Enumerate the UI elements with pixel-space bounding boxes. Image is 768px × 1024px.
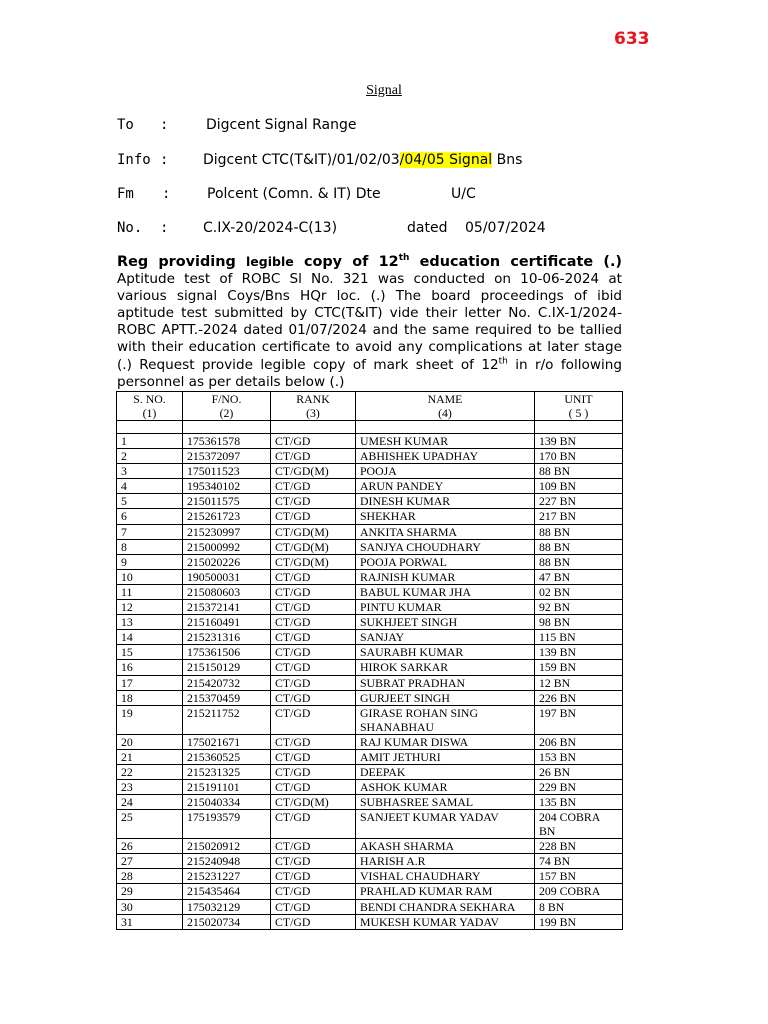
table-row xyxy=(117,869,623,884)
table-row xyxy=(117,779,623,794)
force-number-cell: 175361578 xyxy=(183,434,271,449)
spacer-cell xyxy=(183,421,271,434)
rank-cell: CT/GD xyxy=(271,690,356,705)
table-row xyxy=(117,839,623,854)
table-row xyxy=(117,569,623,584)
unit-cell: 88 BN xyxy=(535,524,623,539)
table-row xyxy=(117,764,623,779)
to-label: To xyxy=(117,117,134,133)
unit-cell: 139 BN xyxy=(535,645,623,660)
serial-cell: 22 xyxy=(117,764,183,779)
rank-cell: CT/GD xyxy=(271,764,356,779)
force-number-cell: 215420732 xyxy=(183,675,271,690)
serial-cell: 8 xyxy=(117,539,183,554)
serial-cell: 12 xyxy=(117,600,183,615)
force-number-cell: 215231325 xyxy=(183,764,271,779)
unit-cell: 139 BN xyxy=(535,434,623,449)
unit-cell: 115 BN xyxy=(535,630,623,645)
no-value: C.IX-20/2024-C(13) xyxy=(203,220,338,236)
unit-cell: 229 BN xyxy=(535,779,623,794)
rank-cell: CT/GD xyxy=(271,705,356,734)
force-number-cell: 215261723 xyxy=(183,509,271,524)
force-number-cell: 175193579 xyxy=(183,810,271,839)
column-header-label: RANK xyxy=(296,392,330,406)
column-header-number: (2) xyxy=(219,406,234,420)
table-body xyxy=(117,434,623,930)
force-number-cell: 175361506 xyxy=(183,645,271,660)
force-number-cell: 175011523 xyxy=(183,464,271,479)
name-cell: POOJA PORWAL xyxy=(356,554,535,569)
column-header-number: (3) xyxy=(306,406,320,420)
serial-cell: 11 xyxy=(117,584,183,599)
unit-cell: 74 BN xyxy=(535,854,623,869)
force-number-cell: 175032129 xyxy=(183,899,271,914)
name-cell: HIROK SARKAR xyxy=(356,660,535,675)
spacer-cell xyxy=(535,421,623,434)
name-cell: HARISH A.R xyxy=(356,854,535,869)
name-cell: AMIT JETHURI xyxy=(356,749,535,764)
name-cell: PINTU KUMAR xyxy=(356,600,535,615)
name-cell: GIRASE ROHAN SING SHANABHAU xyxy=(356,705,535,734)
serial-cell: 5 xyxy=(117,494,183,509)
serial-cell: 2 xyxy=(117,449,183,464)
body-paragraph xyxy=(117,253,622,391)
serial-cell: 29 xyxy=(117,884,183,899)
spacer-cell xyxy=(271,421,356,434)
force-number-cell: 215020734 xyxy=(183,914,271,929)
force-number-cell: 215230997 xyxy=(183,524,271,539)
rank-cell: CT/GD xyxy=(271,584,356,599)
unit-cell: 199 BN xyxy=(535,914,623,929)
table-row xyxy=(117,509,623,524)
table-row xyxy=(117,449,623,464)
force-number-cell: 195340102 xyxy=(183,479,271,494)
table-row xyxy=(117,914,623,929)
name-cell: ARUN PANDEY xyxy=(356,479,535,494)
name-cell: RAJNISH KUMAR xyxy=(356,569,535,584)
column-header-label: F/NO. xyxy=(211,392,242,406)
force-number-cell: 215372097 xyxy=(183,449,271,464)
rank-cell: CT/GD(M) xyxy=(271,795,356,810)
table-row xyxy=(117,524,623,539)
force-number-cell: 215020912 xyxy=(183,839,271,854)
serial-cell: 23 xyxy=(117,779,183,794)
fm-colon: : xyxy=(162,186,171,202)
subject-sup: th xyxy=(398,253,410,264)
serial-cell: 19 xyxy=(117,705,183,734)
unit-cell: 226 BN xyxy=(535,690,623,705)
to-value: Digcent Signal Range xyxy=(206,117,357,133)
force-number-cell: 215040334 xyxy=(183,795,271,810)
rank-cell: CT/GD xyxy=(271,779,356,794)
table-row xyxy=(117,630,623,645)
personnel-table xyxy=(116,391,623,930)
to-colon: : xyxy=(160,117,169,133)
info-colon: : xyxy=(160,152,169,168)
column-header-label: NAME xyxy=(427,392,463,406)
force-number-cell: 215435464 xyxy=(183,884,271,899)
name-cell: BABUL KUMAR JHA xyxy=(356,584,535,599)
no-colon: : xyxy=(160,220,169,236)
serial-cell: 31 xyxy=(117,914,183,929)
force-number-cell: 215211752 xyxy=(183,705,271,734)
unit-cell: 88 BN xyxy=(535,554,623,569)
name-cell: SANJYA CHOUDHARY xyxy=(356,539,535,554)
force-number-cell: 215240948 xyxy=(183,854,271,869)
serial-cell: 30 xyxy=(117,899,183,914)
force-number-cell: 215360525 xyxy=(183,749,271,764)
no-label: No. xyxy=(117,220,143,236)
name-cell: SANJEET KUMAR YADAV xyxy=(356,810,535,839)
rank-cell: CT/GD xyxy=(271,569,356,584)
table-row xyxy=(117,810,623,839)
force-number-cell: 215011575 xyxy=(183,494,271,509)
rank-cell: CT/GD xyxy=(271,734,356,749)
body-text: Aptitude test of ROBC Sl No. 321 was conducted on 10-06-2024 at various signal Coys/Bns HQr loc. (.) The board proceedings of ibid aptitude test submitted by CTC(T&IT) vide their letter No. C.IX-1/2024-ROBC APTT.-2024 dated 01/07/2024 and the same required to be tallied with their education certificate to avoid any complications at later stage (.) Request provide legible copy of mark sheet of 12 xyxy=(117,271,622,373)
rank-cell: CT/GD xyxy=(271,479,356,494)
table-row xyxy=(117,600,623,615)
name-cell: AKASH SHARMA xyxy=(356,839,535,854)
name-cell: SANJAY xyxy=(356,630,535,645)
unit-cell: 206 BN xyxy=(535,734,623,749)
column-header-number: (1) xyxy=(142,406,157,420)
unit-cell: 170 BN xyxy=(535,449,623,464)
table-row xyxy=(117,795,623,810)
table-row xyxy=(117,749,623,764)
table-row xyxy=(117,854,623,869)
letter-date: 05/07/2024 xyxy=(465,220,546,236)
serial-cell: 16 xyxy=(117,660,183,675)
rank-cell: CT/GD xyxy=(271,914,356,929)
serial-cell: 3 xyxy=(117,464,183,479)
serial-cell: 25 xyxy=(117,810,183,839)
serial-cell: 21 xyxy=(117,749,183,764)
unit-cell: 217 BN xyxy=(535,509,623,524)
table-row xyxy=(117,645,623,660)
table-row xyxy=(117,539,623,554)
rank-cell: CT/GD xyxy=(271,600,356,615)
subject-line xyxy=(117,254,622,270)
force-number-cell: 215160491 xyxy=(183,615,271,630)
subject-part: education certificate (.) xyxy=(409,254,622,270)
unit-cell: 135 BN xyxy=(535,795,623,810)
serial-cell: 7 xyxy=(117,524,183,539)
table-row xyxy=(117,690,623,705)
unit-cell: 197 BN xyxy=(535,705,623,734)
serial-cell: 13 xyxy=(117,615,183,630)
name-cell: UMESH KUMAR xyxy=(356,434,535,449)
table-row xyxy=(117,705,623,734)
serial-cell: 17 xyxy=(117,675,183,690)
rank-cell: CT/GD xyxy=(271,645,356,660)
force-number-cell: 215370459 xyxy=(183,690,271,705)
serial-cell: 24 xyxy=(117,795,183,810)
name-cell: PRAHLAD KUMAR RAM xyxy=(356,884,535,899)
force-number-cell: 215020226 xyxy=(183,554,271,569)
unit-cell: 8 BN xyxy=(535,899,623,914)
title-text: Signal xyxy=(366,83,402,98)
serial-cell: 28 xyxy=(117,869,183,884)
serial-cell: 18 xyxy=(117,690,183,705)
rank-cell: CT/GD xyxy=(271,810,356,839)
table-header-row xyxy=(117,392,623,421)
force-number-cell: 215000992 xyxy=(183,539,271,554)
unit-cell: 02 BN xyxy=(535,584,623,599)
rank-cell: CT/GD xyxy=(271,434,356,449)
serial-cell: 26 xyxy=(117,839,183,854)
rank-cell: CT/GD xyxy=(271,854,356,869)
subject-part: Reg providing xyxy=(117,254,246,270)
rank-cell: CT/GD(M) xyxy=(271,524,356,539)
fm-value: Polcent (Comn. & IT) Dte xyxy=(207,186,381,202)
unit-cell: 153 BN xyxy=(535,749,623,764)
info-value-highlight: /04/05 Signal xyxy=(399,152,493,168)
rank-cell: CT/GD xyxy=(271,630,356,645)
document-title xyxy=(0,83,768,99)
rank-cell: CT/GD xyxy=(271,749,356,764)
spacer-cell xyxy=(356,421,535,434)
serial-cell: 9 xyxy=(117,554,183,569)
name-cell: MUKESH KUMAR YADAV xyxy=(356,914,535,929)
unit-cell: 98 BN xyxy=(535,615,623,630)
name-cell: GURJEET SINGH xyxy=(356,690,535,705)
info-value-a: Digcent CTC(T&IT)/01/02/03 xyxy=(203,152,400,168)
rank-cell: CT/GD xyxy=(271,509,356,524)
page-number: 633 xyxy=(614,29,650,49)
unit-cell: 204 COBRA BN xyxy=(535,810,623,839)
table-row xyxy=(117,899,623,914)
force-number-cell: 175021671 xyxy=(183,734,271,749)
name-cell: BENDI CHANDRA SEKHARA xyxy=(356,899,535,914)
table-row xyxy=(117,615,623,630)
serial-cell: 10 xyxy=(117,569,183,584)
force-number-cell: 215191101 xyxy=(183,779,271,794)
name-cell: SUBHASREE SAMAL xyxy=(356,795,535,810)
unit-cell: 88 BN xyxy=(535,464,623,479)
rank-cell: CT/GD xyxy=(271,660,356,675)
body-sup: th xyxy=(498,356,508,367)
name-cell: ABHISHEK UPADHAY xyxy=(356,449,535,464)
name-cell: SUBRAT PRADHAN xyxy=(356,675,535,690)
column-header-label: UNIT xyxy=(564,392,593,406)
unit-cell: 227 BN xyxy=(535,494,623,509)
rank-cell: CT/GD xyxy=(271,869,356,884)
name-cell: DINESH KUMAR xyxy=(356,494,535,509)
serial-cell: 1 xyxy=(117,434,183,449)
serial-cell: 20 xyxy=(117,734,183,749)
table-row xyxy=(117,675,623,690)
table-row xyxy=(117,494,623,509)
rank-cell: CT/GD xyxy=(271,494,356,509)
rank-cell: CT/GD xyxy=(271,839,356,854)
table-spacer-row xyxy=(117,421,623,434)
column-header xyxy=(271,392,356,421)
table-row xyxy=(117,434,623,449)
rank-cell: CT/GD(M) xyxy=(271,464,356,479)
rank-cell: CT/GD(M) xyxy=(271,539,356,554)
column-header-label: S. NO. xyxy=(133,392,166,406)
rank-cell: CT/GD xyxy=(271,884,356,899)
table-row xyxy=(117,734,623,749)
table-row xyxy=(117,660,623,675)
unit-cell: 47 BN xyxy=(535,569,623,584)
column-header xyxy=(183,392,271,421)
force-number-cell: 215231227 xyxy=(183,869,271,884)
force-number-cell: 215231316 xyxy=(183,630,271,645)
serial-cell: 15 xyxy=(117,645,183,660)
force-number-cell: 190500031 xyxy=(183,569,271,584)
column-header-number: (4) xyxy=(438,406,452,420)
serial-cell: 6 xyxy=(117,509,183,524)
column-header-number: ( 5 ) xyxy=(568,406,589,420)
name-cell: DEEPAK xyxy=(356,764,535,779)
column-header xyxy=(535,392,623,421)
info-value-b: Bns xyxy=(492,152,523,168)
serial-cell: 14 xyxy=(117,630,183,645)
unit-cell: 159 BN xyxy=(535,660,623,675)
info-label: Info xyxy=(117,152,151,168)
name-cell: POOJA xyxy=(356,464,535,479)
table-row xyxy=(117,554,623,569)
table-row xyxy=(117,584,623,599)
unit-cell: 209 COBRA xyxy=(535,884,623,899)
body-text: in r/o following personnel as per details below (.) xyxy=(117,356,622,390)
name-cell: ANKITA SHARMA xyxy=(356,524,535,539)
force-number-cell: 215150129 xyxy=(183,660,271,675)
name-cell: SUKHJEET SINGH xyxy=(356,615,535,630)
info-value xyxy=(203,152,522,168)
spacer-cell xyxy=(117,421,183,434)
name-cell: VISHAL CHAUDHARY xyxy=(356,869,535,884)
rank-cell: CT/GD xyxy=(271,449,356,464)
table-row xyxy=(117,884,623,899)
name-cell: ASHOK KUMAR xyxy=(356,779,535,794)
classification: U/C xyxy=(451,186,476,202)
column-header xyxy=(356,392,535,421)
unit-cell: 92 BN xyxy=(535,600,623,615)
subject-part: copy of 12 xyxy=(293,254,399,270)
rank-cell: CT/GD(M) xyxy=(271,554,356,569)
unit-cell: 26 BN xyxy=(535,764,623,779)
name-cell: SAURABH KUMAR xyxy=(356,645,535,660)
serial-cell: 27 xyxy=(117,854,183,869)
fm-label: Fm xyxy=(117,186,134,202)
unit-cell: 157 BN xyxy=(535,869,623,884)
dated-label: dated xyxy=(407,220,448,236)
serial-cell: 4 xyxy=(117,479,183,494)
rank-cell: CT/GD xyxy=(271,675,356,690)
table-row xyxy=(117,464,623,479)
rank-cell: CT/GD xyxy=(271,899,356,914)
unit-cell: 109 BN xyxy=(535,479,623,494)
unit-cell: 228 BN xyxy=(535,839,623,854)
rank-cell: CT/GD xyxy=(271,615,356,630)
table-row xyxy=(117,479,623,494)
name-cell: SHEKHAR xyxy=(356,509,535,524)
name-cell: RAJ KUMAR DISWA xyxy=(356,734,535,749)
subject-part: legible xyxy=(246,254,294,269)
force-number-cell: 215372141 xyxy=(183,600,271,615)
unit-cell: 12 BN xyxy=(535,675,623,690)
column-header xyxy=(117,392,183,421)
unit-cell: 88 BN xyxy=(535,539,623,554)
force-number-cell: 215080603 xyxy=(183,584,271,599)
